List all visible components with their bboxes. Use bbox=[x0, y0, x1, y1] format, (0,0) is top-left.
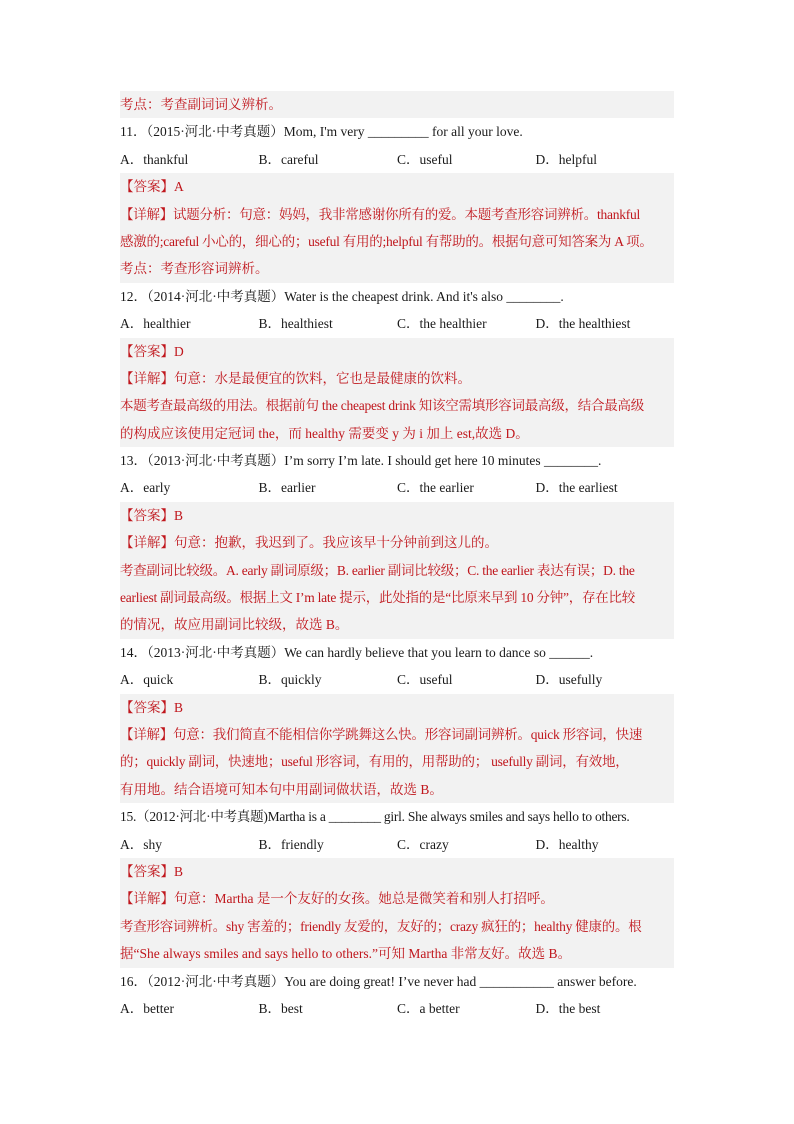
option-row bbox=[120, 831, 674, 858]
option-b: B．healthiest bbox=[258, 316, 333, 332]
option-d: D．the earliest bbox=[535, 480, 618, 496]
option-d: D．the best bbox=[535, 1000, 601, 1016]
option-a: A．healthier bbox=[120, 316, 191, 332]
question-stem: 15.（2012·河北·中考真题)Martha is a ________ girl. She always smiles and says hello to others. bbox=[120, 809, 630, 825]
analysis-line: 考查形容词辨析。shy 害羞的；friendly 友爱的，友好的；crazy 疯狂的；healthy 健康的。根 bbox=[120, 913, 674, 940]
analysis-line: 【详解】句意：水是最便宜的饮料，它也是最健康的饮料。 bbox=[120, 365, 674, 392]
question-stem: 14．（2013·河北·中考真题）We can hardly believe that you learn to dance so ______. bbox=[120, 644, 594, 660]
option-d: D．the healthiest bbox=[535, 316, 631, 332]
option-c: C．useful bbox=[397, 151, 453, 167]
analysis-line: 考点：考查形容词辨析。 bbox=[120, 255, 674, 282]
answer-line: 【答案】B bbox=[120, 502, 674, 529]
option-a: A．early bbox=[120, 480, 171, 496]
analysis-line: 据“She always smiles and says hello to others.”可知 Martha 非常友好。故选 B。 bbox=[120, 940, 674, 967]
question-list bbox=[120, 91, 674, 1022]
option-d: D．helpful bbox=[535, 151, 597, 167]
analysis-line: 考点：考查副词词义辨析。 bbox=[120, 91, 674, 118]
question-stem: 13．（2013·河北·中考真题）I’m sorry I’m late. I should get here 10 minutes ________. bbox=[120, 453, 602, 469]
analysis-line: 的；quickly 副词，快速地；useful 形容词，有用的，用帮助的； usefully 副词，有效地， bbox=[120, 748, 674, 775]
option-b: B．earlier bbox=[258, 480, 316, 496]
analysis-line: 【详解】句意：Martha 是一个友好的女孩。她总是微笑着和别人打招呼。 bbox=[120, 885, 674, 912]
option-row bbox=[120, 666, 674, 693]
option-b: B．careful bbox=[258, 151, 319, 167]
option-a: A．thankful bbox=[120, 151, 189, 167]
option-c: C．the earlier bbox=[397, 480, 474, 496]
option-c: C．crazy bbox=[397, 836, 449, 852]
option-b: B．best bbox=[258, 1000, 303, 1016]
option-row bbox=[120, 310, 674, 337]
option-c: C．useful bbox=[397, 672, 453, 688]
option-a: A．better bbox=[120, 1000, 174, 1016]
option-c: C．the healthier bbox=[397, 316, 487, 332]
answer-line: 【答案】A bbox=[120, 173, 674, 200]
option-a: A．quick bbox=[120, 672, 174, 688]
answer-line: 【答案】B bbox=[120, 858, 674, 885]
question-stem: 11．（2015·河北·中考真题）Mom, I'm very _________ for all your love. bbox=[120, 124, 523, 140]
analysis-line: 的构成应该使用定冠词 the，而 healthy 需要变 y 为 i 加上 est,故选 D。 bbox=[120, 420, 674, 447]
option-a: A．shy bbox=[120, 836, 163, 852]
analysis-line: earliest 副词最高级。根据上文 I’m late 提示，此处指的是“比原来早到 10 分钟”，存在比较 bbox=[120, 584, 674, 611]
option-b: B．quickly bbox=[258, 672, 322, 688]
analysis-line: 【详解】句意：我们简直不能相信你学跳舞这么快。形容词副词辨析。quick 形容词，快速 bbox=[120, 721, 674, 748]
option-row bbox=[120, 474, 674, 501]
option-b: B．friendly bbox=[258, 836, 324, 852]
option-d: D．usefully bbox=[535, 672, 603, 688]
option-d: D．healthy bbox=[535, 836, 599, 852]
analysis-line: 感激的;careful 小心的，细心的；useful 有用的;helpful 有帮助的。根据句意可知答案为 A 项。 bbox=[120, 228, 674, 255]
analysis-line: 本题考查最高级的用法。根据前句 the cheapest drink 知该空需填形容词最高级，结合最高级 bbox=[120, 392, 674, 419]
question-stem: 16．（2012·河北·中考真题）You are doing great! I’ve never had ___________ answer before. bbox=[120, 973, 637, 989]
analysis-line: 的情况，故应用副词比较级，故选 B。 bbox=[120, 611, 674, 638]
question-stem: 12．（2014·河北·中考真题）Water is the cheapest drink. And it's also ________. bbox=[120, 288, 564, 304]
analysis-line: 考查副词比较级。A. early 副词原级；B. earlier 副词比较级；C. the earlier 表达有误；D. the bbox=[120, 557, 674, 584]
analysis-line: 有用地。结合语境可知本句中用副词做状语，故选 B。 bbox=[120, 776, 674, 803]
option-c: C．a better bbox=[397, 1000, 460, 1016]
option-row bbox=[120, 995, 674, 1022]
analysis-line: 【详解】句意：抱歉，我迟到了。我应该早十分钟前到这儿的。 bbox=[120, 529, 674, 556]
analysis-line: 【详解】试题分析：句意：妈妈，我非常感谢你所有的爱。本题考查形容词辨析。thankful bbox=[120, 201, 674, 228]
answer-line: 【答案】D bbox=[120, 338, 674, 365]
option-row bbox=[120, 146, 674, 173]
answer-line: 【答案】B bbox=[120, 694, 674, 721]
